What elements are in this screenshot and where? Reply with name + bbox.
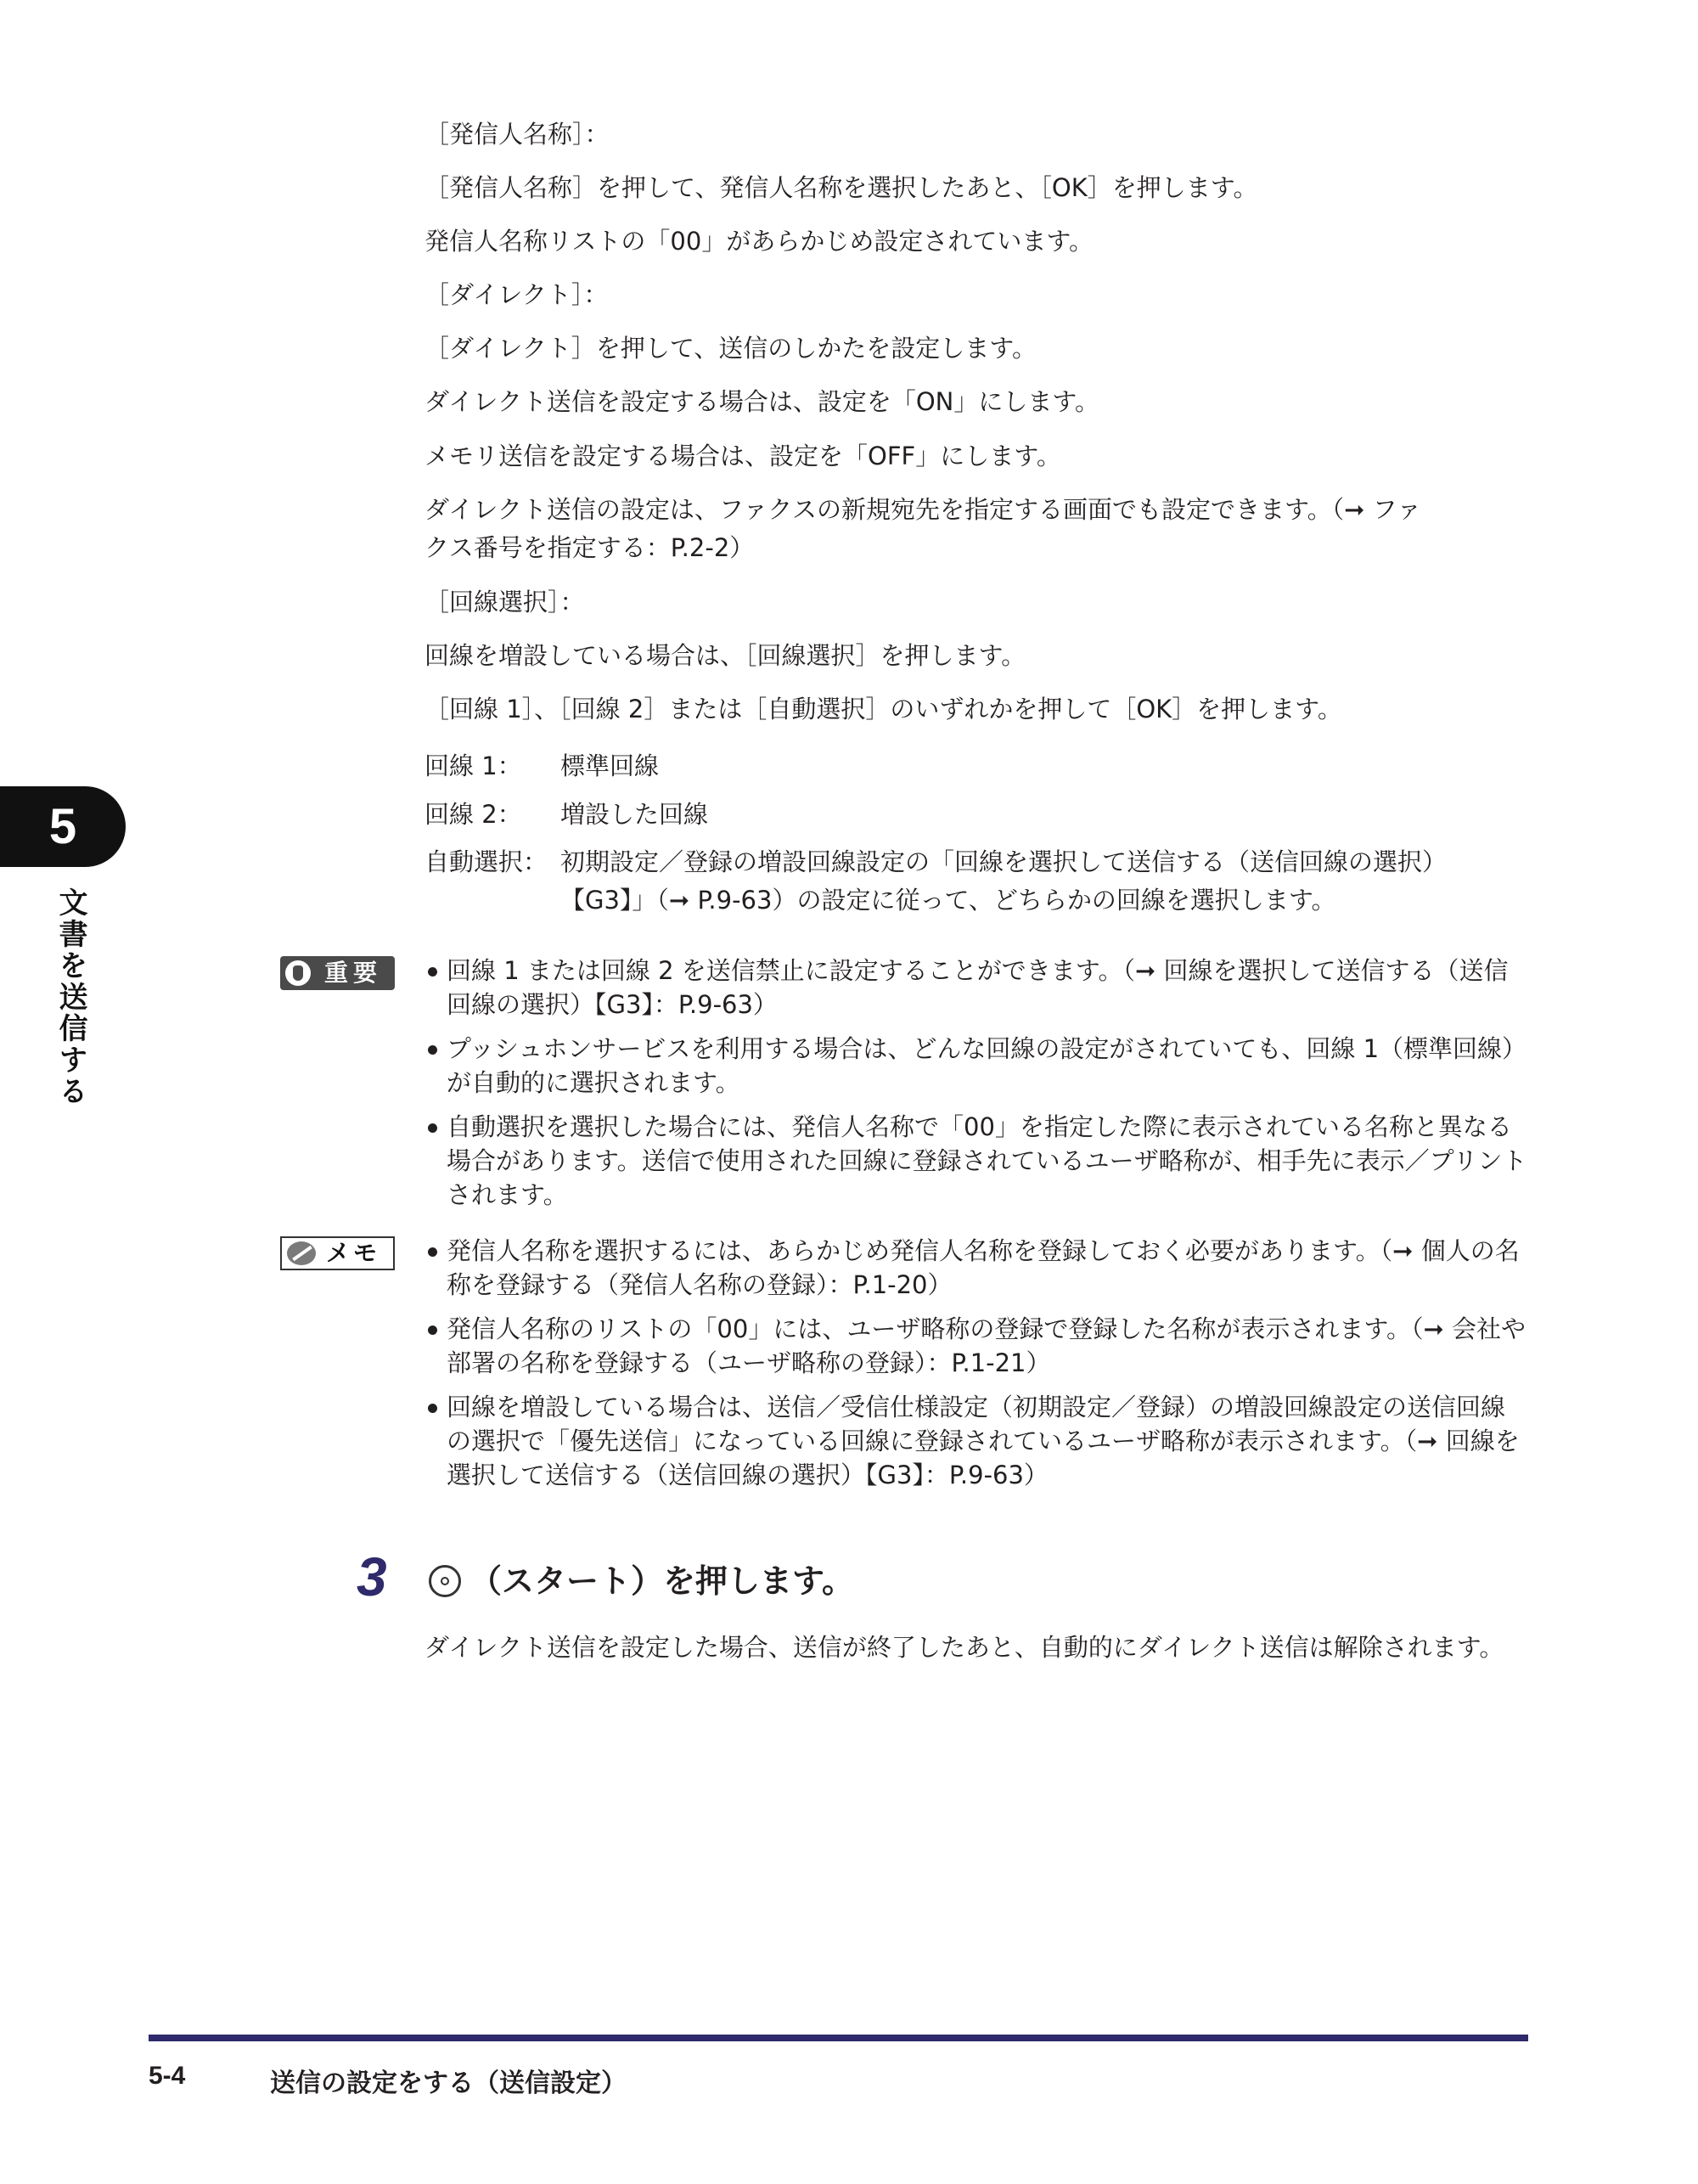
definition-term: 回線 2： — [424, 800, 522, 829]
list-item: プッシュホンサービスを利用する場合は、どんな回線の設定がされていても、回線 1（標準回線）が自動的に選択されます。 — [424, 1032, 1528, 1100]
memo-list — [424, 1234, 1528, 1502]
step-description: ダイレクト送信を設定した場合、送信が終了したあと、自動的にダイレクト送信は解除されます。 — [424, 1633, 1504, 1662]
paragraph: 回線を増設している場合は、［回線選択］を押します。 — [424, 641, 1026, 670]
list-item: 自動選択を選択した場合には、発信人名称で「00」を指定した際に表示されている名称と異なる場合があります。送信で使用された回線に登録されているユーザ略称が、相手先に表示／プリントされます。 — [424, 1110, 1528, 1212]
chapter-title: 文書を送信する — [53, 887, 87, 1107]
section-title: 送信の設定をする（送信設定） — [270, 2069, 627, 2098]
paragraph: メモリ送信を設定する場合は、設定を「OFF」にします。 — [424, 442, 1061, 470]
paragraph: ダイレクト送信を設定する場合は、設定を「ON」にします。 — [424, 387, 1100, 416]
important-label — [280, 956, 395, 990]
definition-desc: 標準回線 — [560, 751, 660, 780]
chapter-number: 5 — [48, 799, 77, 854]
line-select-heading: ［回線選択］： — [424, 588, 585, 616]
chapter-tab — [0, 786, 126, 867]
memo-label-text: メモ — [326, 1239, 381, 1267]
pencil-icon — [287, 1241, 316, 1265]
footer-rule — [149, 2035, 1528, 2041]
paragraph: ［ダイレクト］を押して、送信のしかたを設定します。 — [424, 334, 1037, 363]
memo-label — [280, 1236, 395, 1270]
hand-stop-icon — [285, 960, 311, 986]
important-label-text: 重要 — [324, 959, 383, 987]
list-item: 回線 1 または回線 2 を送信禁止に設定することができます。（➞ 回線を選択して送信する（送信回線の選択）【G3】：P.9-63） — [424, 954, 1528, 1022]
list-item: 回線を増設している場合は、送信／受信仕様設定（初期設定／登録）の増設回線設定の送信回線の選択で「優先送信」になっている回線に登録されているユーザ略称が表示されます。（➞ 回線を選択して送信する（送信回線の選択）【G3】：P.9-63） — [424, 1390, 1528, 1492]
sender-name-heading: ［発信人名称］： — [424, 120, 610, 149]
page-number: 5-4 — [149, 2062, 186, 2090]
list-item: 発信人名称のリストの「00」には、ユーザ略称の登録で登録した名称が表示されます。（➞ 会社や部署の名称を登録する（ユーザ略称の登録）：P.1-21） — [424, 1312, 1528, 1380]
step-number: 3 — [357, 1546, 387, 1607]
definition-term: 自動選択： — [424, 847, 548, 876]
list-item: 発信人名称を選択するには、あらかじめ発信人名称を登録しておく必要があります。（➞ 個人の名称を登録する（発信人名称の登録）：P.1-20） — [424, 1234, 1528, 1302]
paragraph: ［発信人名称］を押して、発信人名称を選択したあと、［OK］を押します。 — [424, 173, 1258, 202]
paragraph: ［回線 1］、［回線 2］または［自動選択］のいずれかを押して［OK］を押します。 — [424, 695, 1342, 723]
paragraph: ダイレクト送信の設定は、ファクスの新規宛先を指定する画面でも設定できます。（➞ ファ — [424, 495, 1422, 524]
definition-row — [424, 844, 1447, 880]
definition-term: 回線 1： — [424, 751, 522, 780]
definition-desc: 増設した回線 — [560, 800, 709, 829]
definition-row — [424, 796, 708, 832]
definition-desc-continued: 【G3】」（➞ P.9-63）の設定に従って、どちらかの回線を選択します。 — [560, 886, 1336, 915]
definition-desc: 初期設定／登録の増設回線設定の「回線を選択して送信する（送信回線の選択） — [560, 847, 1448, 876]
important-list — [424, 954, 1528, 1222]
direct-heading: ［ダイレクト］： — [424, 280, 609, 309]
start-button-icon — [429, 1565, 461, 1597]
definition-row — [424, 748, 659, 784]
step-title: （スタート）を押します。 — [469, 1562, 854, 1600]
paragraph: 発信人名称リストの「00」があらかじめ設定されています。 — [424, 227, 1094, 256]
paragraph: クス番号を指定する：P.2-2） — [424, 533, 755, 562]
